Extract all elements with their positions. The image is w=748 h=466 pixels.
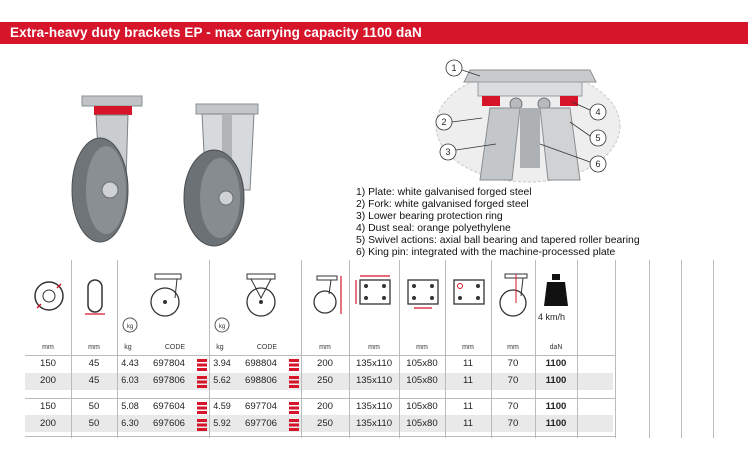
unit-label: CODE: [164, 344, 186, 351]
table-cell: 697806: [152, 375, 185, 386]
unit-label: kg: [216, 344, 224, 351]
wheel-diameter-icon: [31, 272, 67, 320]
table-cell: 11: [463, 418, 473, 429]
table-cell: 135x110: [355, 375, 393, 386]
bolt-spacing-icon: [403, 272, 443, 312]
table-cell: 4.43: [121, 358, 139, 368]
code-marker-icon: [289, 376, 299, 388]
table-cell: 5.62: [213, 375, 231, 385]
code-marker-icon: [289, 359, 299, 371]
unit-label: daN: [549, 344, 563, 351]
legend-item: 3) Lower bearing protection ring: [356, 211, 503, 222]
component-legend: [356, 187, 736, 259]
callout-5: 5: [595, 133, 601, 143]
table-cell: 200: [316, 401, 333, 412]
table-cell: 698806: [244, 375, 277, 386]
unit-label: mm: [416, 344, 428, 351]
table-cell: 135x110: [355, 401, 393, 412]
table-cell: 6.30: [121, 418, 139, 428]
table-cell: 11: [463, 358, 473, 369]
table-cell: 11: [463, 401, 473, 412]
callout-4: 4: [595, 107, 601, 117]
weight-badge-icon: [121, 316, 139, 334]
legend-item: 1) Plate: white galvanised forged steel: [356, 187, 532, 198]
callout-2: 2: [441, 117, 447, 127]
code-marker-icon: [289, 419, 299, 431]
plate-size-icon: [355, 272, 395, 312]
unit-label: mm: [368, 344, 380, 351]
unit-label: mm: [319, 344, 331, 351]
table-cell: 250: [316, 375, 333, 386]
section-title: Extra-heavy duty brackets EP - max carrying capacity 1100 daN: [10, 25, 422, 40]
table-cell: 70: [507, 401, 519, 412]
table-cell: 150: [39, 358, 56, 369]
table-cell: 135x110: [355, 358, 393, 369]
table-cell: 70: [507, 358, 519, 369]
table-cell: 200: [39, 375, 56, 386]
table-cell: 200: [316, 358, 333, 369]
code-marker-icon: [197, 359, 207, 371]
table-cell: 45: [88, 358, 100, 369]
unit-label: mm: [462, 344, 474, 351]
table-cell: 50: [88, 418, 100, 429]
unit-label: kg: [124, 344, 132, 351]
legend-item: 6) King pin: integrated with the machine-processed plate: [356, 247, 616, 258]
table-cell: 105x80: [406, 358, 438, 369]
spec-table: [25, 258, 741, 440]
speed-label: 4 km/h: [538, 312, 566, 322]
unit-label: mm: [88, 344, 100, 351]
legend-item: 2) Fork: white galvanised forged steel: [356, 199, 529, 210]
table-cell: 105x80: [406, 418, 438, 429]
table-cell: 4.59: [213, 401, 231, 411]
product-photos: [50, 90, 310, 250]
code-marker-icon: [289, 402, 299, 414]
fixed-caster-image: [184, 104, 258, 246]
legend-item: 4) Dust seal: orange polyethylene: [356, 223, 511, 234]
unit-label: mm: [42, 344, 54, 351]
unit-label: CODE: [256, 344, 278, 351]
code-marker-icon: [197, 402, 207, 414]
table-cell: 6.03: [121, 375, 139, 385]
code-marker-icon: [197, 376, 207, 388]
table-cell: 70: [507, 375, 519, 386]
swivel-offset-icon: [495, 272, 535, 320]
section-title-bar: [0, 22, 748, 44]
table-cell: 150: [39, 401, 56, 412]
swivel-caster-image: [72, 96, 142, 242]
brand-logo-fragment: [640, 0, 748, 10]
table-cell: 1100: [545, 375, 567, 386]
weight-badge-icon: [213, 316, 231, 334]
code-marker-icon: [197, 419, 207, 431]
table-cell: 697606: [152, 418, 185, 429]
table-cell: 135x110: [355, 418, 393, 429]
wheel-width-icon: [81, 272, 109, 320]
unit-label: mm: [507, 344, 519, 351]
table-cell: 250: [316, 418, 333, 429]
table-cell: 1100: [545, 358, 567, 369]
cross-section-diagram: [420, 48, 650, 188]
callout-1: 1: [451, 63, 457, 73]
table-cell: 1100: [545, 401, 567, 412]
table-cell: 50: [88, 401, 100, 412]
table-cell: 11: [463, 375, 473, 386]
table-cell: 697704: [244, 401, 277, 412]
table-cell: 45: [88, 375, 100, 386]
table-cell: 105x80: [406, 401, 438, 412]
fixed-caster-icon: [237, 272, 285, 320]
table-cell: 70: [507, 418, 519, 429]
bolt-hole-icon: [449, 272, 489, 312]
table-cell: 697804: [152, 358, 185, 369]
swivel-caster-icon: [143, 272, 191, 320]
table-cell: 697706: [244, 418, 277, 429]
table-cell: 105x80: [406, 375, 438, 386]
table-cell: 697604: [152, 401, 185, 412]
callout-6: 6: [595, 159, 601, 169]
legend-item: 5) Swivel actions: axial ball bearing and tapered roller bearing: [356, 235, 640, 246]
overall-height-icon: [309, 272, 345, 320]
table-cell: 200: [39, 418, 56, 429]
callout-3: 3: [445, 147, 451, 157]
svg-text:kg: kg: [218, 324, 226, 330]
table-cell: 1100: [545, 418, 567, 429]
table-cell: 5.08: [121, 401, 139, 411]
load-weight-icon: [541, 272, 571, 310]
svg-text:kg: kg: [126, 324, 134, 330]
table-cell: 5.92: [213, 418, 231, 428]
table-cell: 3.94: [213, 358, 231, 368]
table-cell: 698804: [244, 358, 277, 369]
